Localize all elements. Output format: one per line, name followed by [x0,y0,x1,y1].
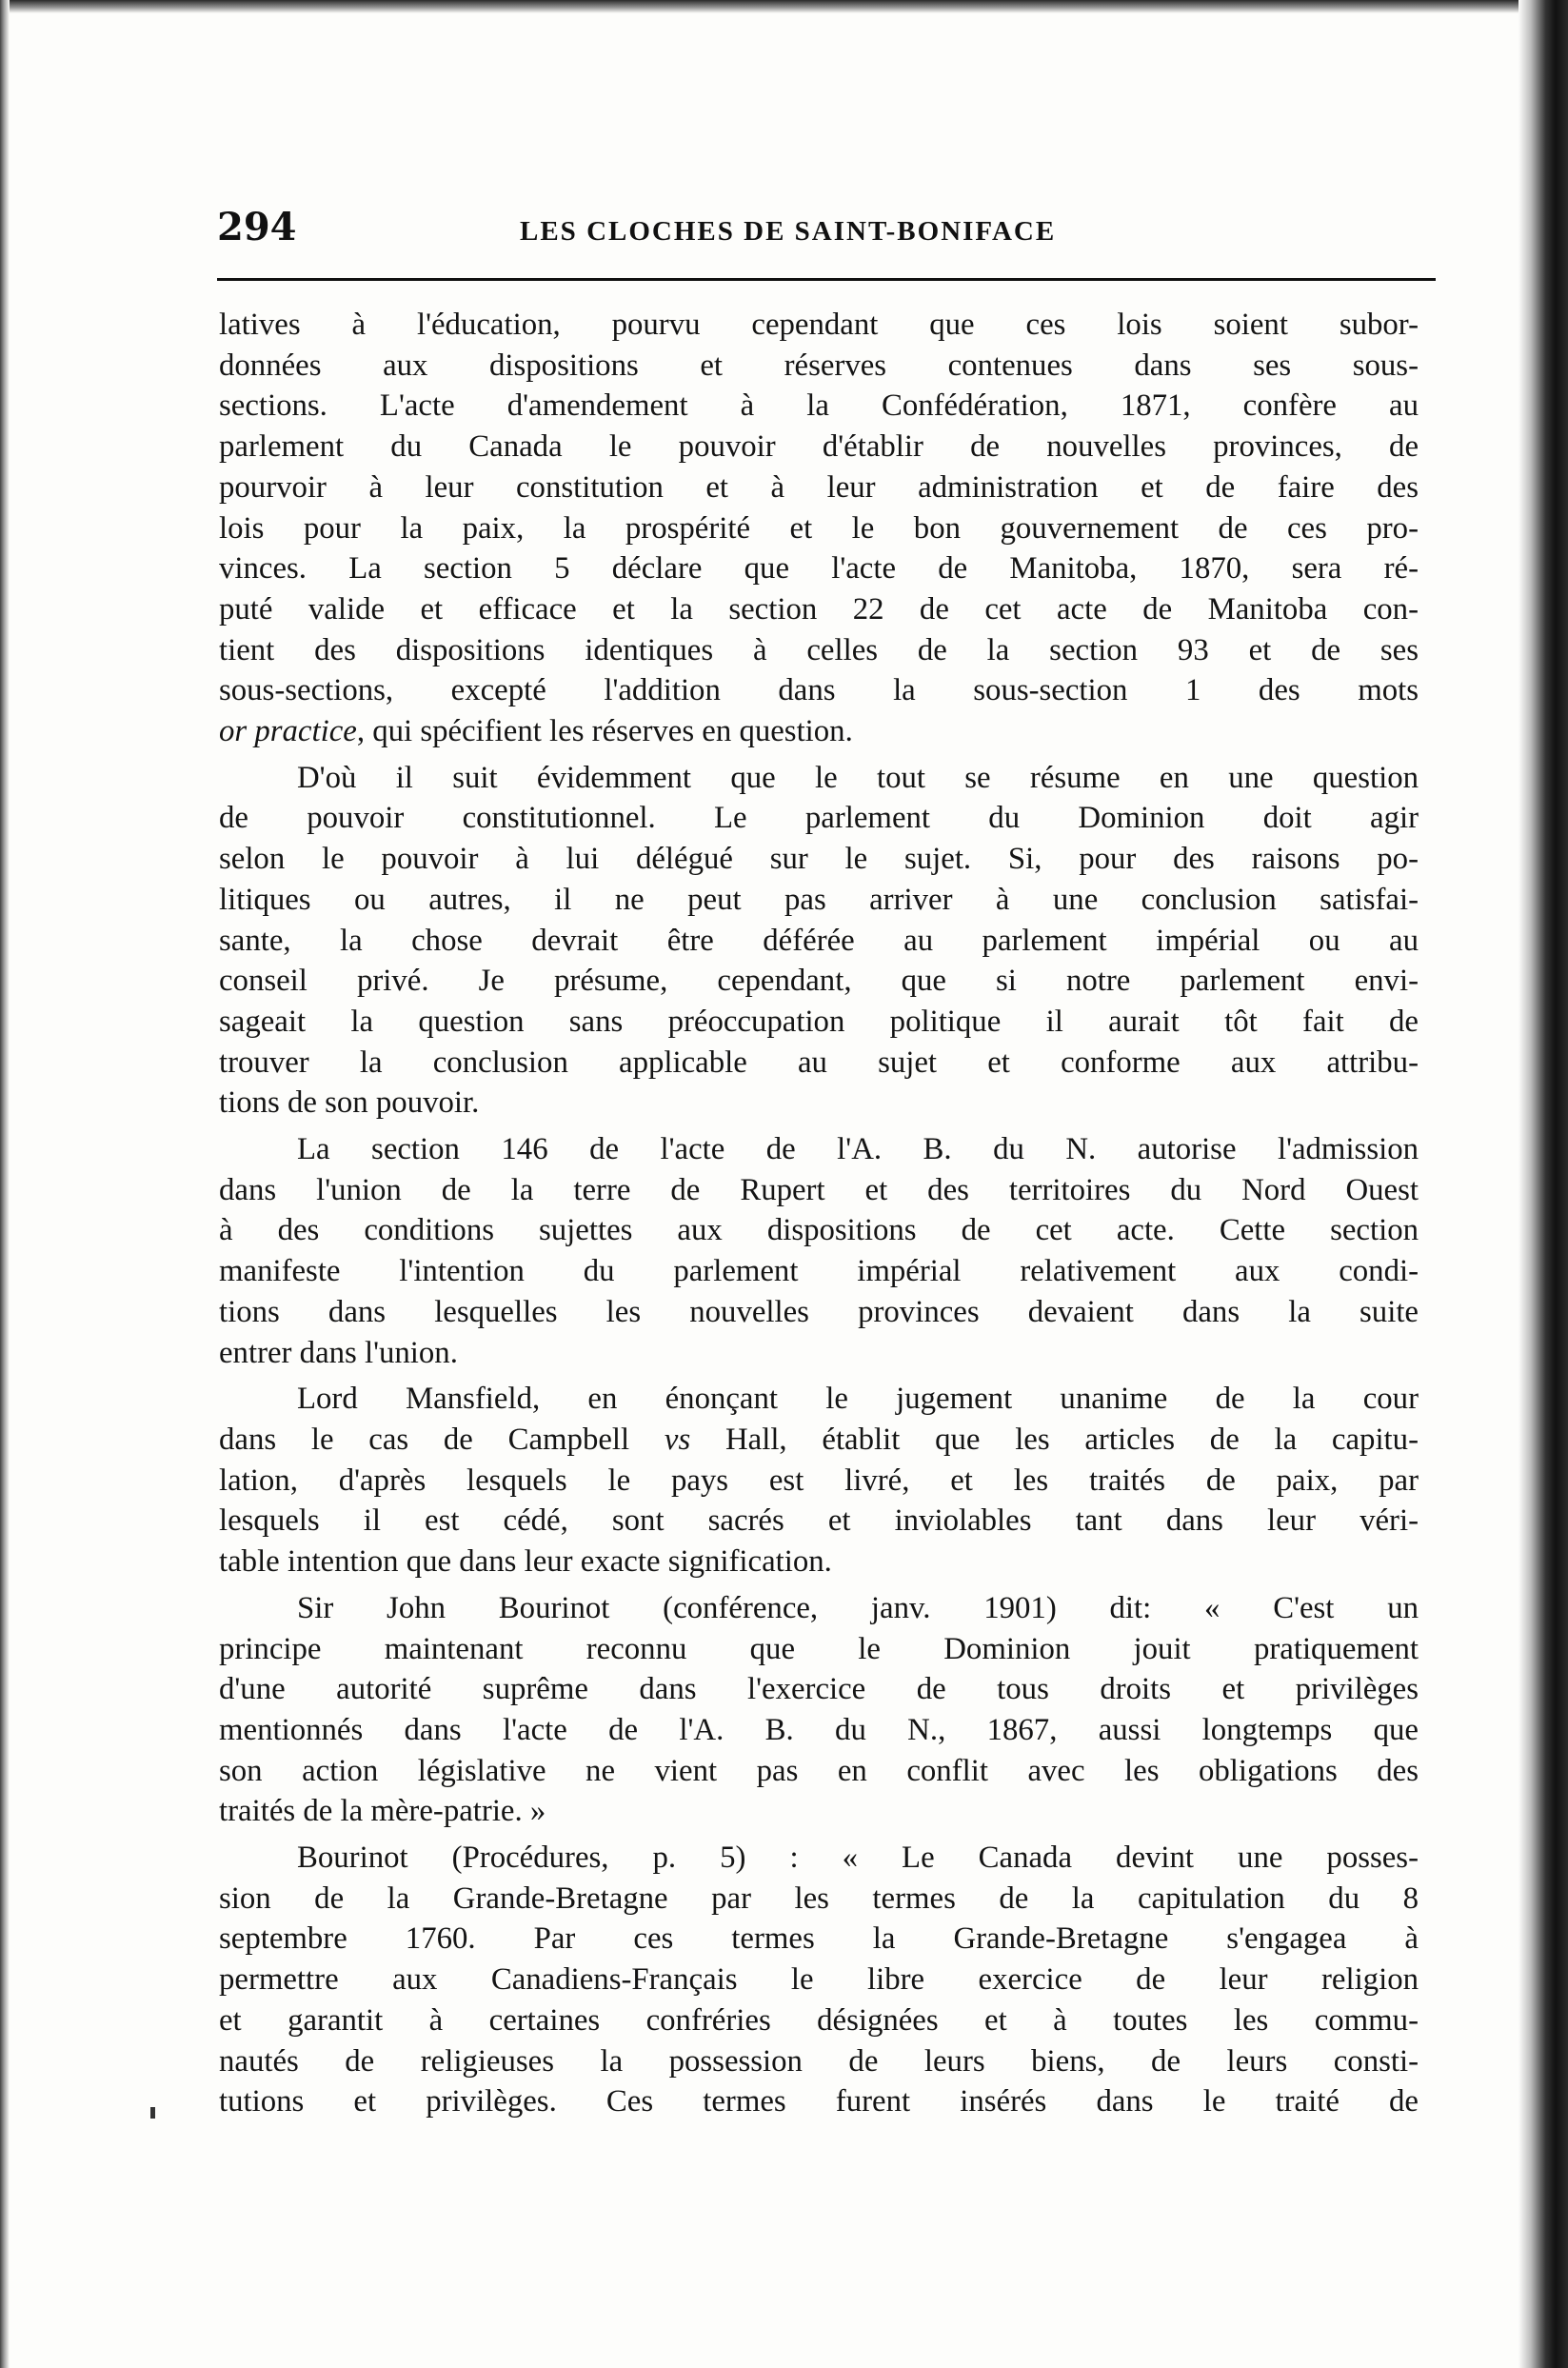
text-line: pourvoir à leur constitution et à leur administration et de faire des [219,469,1419,505]
text-line: manifeste l'intention du parlement impérial relativement aux condi- [219,1254,1419,1289]
text-line: Lord Mansfield, en énonçant le jugement unanime de la cour [297,1382,1419,1417]
text-line: tions dans lesquelles les nouvelles provinces devaient dans la suite [219,1294,1419,1329]
text-line: sion de la Grande-Bretagne par les termes de la capitulation du 8 [219,1880,1419,1916]
text-line: puté valide et efficace et la section 22 de cet acte de Manitoba con- [219,591,1419,627]
paragraph [219,1838,1419,2122]
text-line: Bourinot (Procédures, p. 5) : « Le Canada devint une posses- [297,1841,1419,1876]
text-line: de pouvoir constitutionnel. Le parlement du Dominion doit agir [219,801,1419,836]
text-line: sections. L'acte d'amendement à la Confédération, 1871, confère au [219,388,1419,424]
text-line: mentionnés dans l'acte de l'A. B. du N., 1867, aussi longtemps que [219,1712,1419,1747]
body-text [219,305,1419,2128]
text-line: D'où il suit évidemment que le tout se résume en une question [297,760,1419,795]
text-fragment: Hall, établit que les articles de la capitu- [690,1422,1419,1457]
text-fragment: , qui spécifient les réserves en question. [356,714,853,749]
running-title: LES CLOCHES DE SAINT-BONIFACE [520,216,1057,247]
page-number: 294 [217,205,297,249]
italic-phrase: or practice [219,714,357,749]
paragraph [219,758,1419,1124]
scan-right-edge [1518,0,1568,2368]
text-line: parlement du Canada le pouvoir d'établir de nouvelles provinces, de [219,429,1419,465]
text-line: à des conditions sujettes aux dispositions de cet acte. Cette section [219,1213,1419,1248]
paragraph [219,1588,1419,1832]
text-line: vinces. La section 5 déclare que l'acte de Manitoba, 1870, sera ré- [219,551,1419,587]
text-line: trouver la conclusion applicable au sujet et conforme aux attribu- [219,1045,1419,1080]
header-rule [217,278,1436,281]
paragraph [219,1379,1419,1582]
text-line: lation, d'après lesquels le pays est livré, et les traités de paix, par [219,1463,1419,1498]
text-line: sous-sections, excepté l'addition dans la sous-section 1 des mots [219,673,1419,708]
text-line: table intention que dans leur exacte signification. [219,1544,832,1580]
text-line: sageait la question sans préoccupation politique il aurait tôt fait de [219,1004,1419,1039]
text-line: litiques ou autres, il ne peut pas arriver à une conclusion satisfai- [219,882,1419,917]
text-line: données aux dispositions et réserves contenues dans ses sous- [219,348,1419,383]
text-line: nautés de religieuses la possession de leurs biens, de leurs consti- [219,2043,1419,2079]
text-line: lesquels il est cédé, sont sacrés et inviolables tant dans leur véri- [219,1503,1419,1539]
text-line: lois pour la paix, la prospérité et le bon gouvernement de ces pro- [219,510,1419,546]
text-line: son action législative ne vient pas en conflit avec les obligations des [219,1753,1419,1788]
text-line: conseil privé. Je présume, cependant, que si notre parlement envi- [219,964,1419,999]
page-header [217,205,1436,262]
text-line: La section 146 de l'acte de l'A. B. du N. autorise l'admission [297,1132,1419,1167]
text-line: tient des dispositions identiques à celles de la section 93 et de ses [219,632,1419,667]
text-line: tutions et privilèges. Ces termes furent insérés dans le traité de [219,2084,1419,2119]
paragraph [219,305,1419,752]
text-line [219,711,1419,752]
text-line [219,1420,1419,1461]
text-fragment: dans le cas de Campbell [219,1422,665,1457]
text-line: permettre aux Canadiens-Français le libre exercice de leur religion [219,1962,1419,1998]
paragraph [219,1129,1419,1373]
text-line: dans l'union de la terre de Rupert et des territoires du Nord Ouest [219,1172,1419,1207]
italic-phrase: vs [664,1422,691,1457]
text-line: principe maintenant reconnu que le Dominion jouit pratiquement [219,1631,1419,1666]
text-line: tions de son pouvoir. [219,1085,480,1121]
scan-left-edge [0,0,10,2368]
text-line: d'une autorité suprême dans l'exercice de tous droits et privilèges [219,1672,1419,1707]
text-line: sante, la chose devrait être déférée au parlement impérial ou au [219,923,1419,958]
text-line: entrer dans l'union. [219,1335,458,1370]
text-line: selon le pouvoir à lui délégué sur le sujet. Si, pour des raisons po- [219,842,1419,877]
text-line: septembre 1760. Par ces termes la Grande-Bretagne s'engagea à [219,1921,1419,1957]
margin-mark [150,2107,155,2119]
text-line: latives à l'éducation, pourvu cependant que ces lois soient subor- [219,308,1419,342]
text-line: Sir John Bourinot (conférence, janv. 1901) dit: « C'est un [297,1590,1419,1625]
text-line: traités de la mère-patrie. » [219,1794,546,1829]
text-line: et garantit à certaines confréries désignées et à toutes les commu- [219,2002,1419,2038]
scan-top-edge [0,0,1568,13]
